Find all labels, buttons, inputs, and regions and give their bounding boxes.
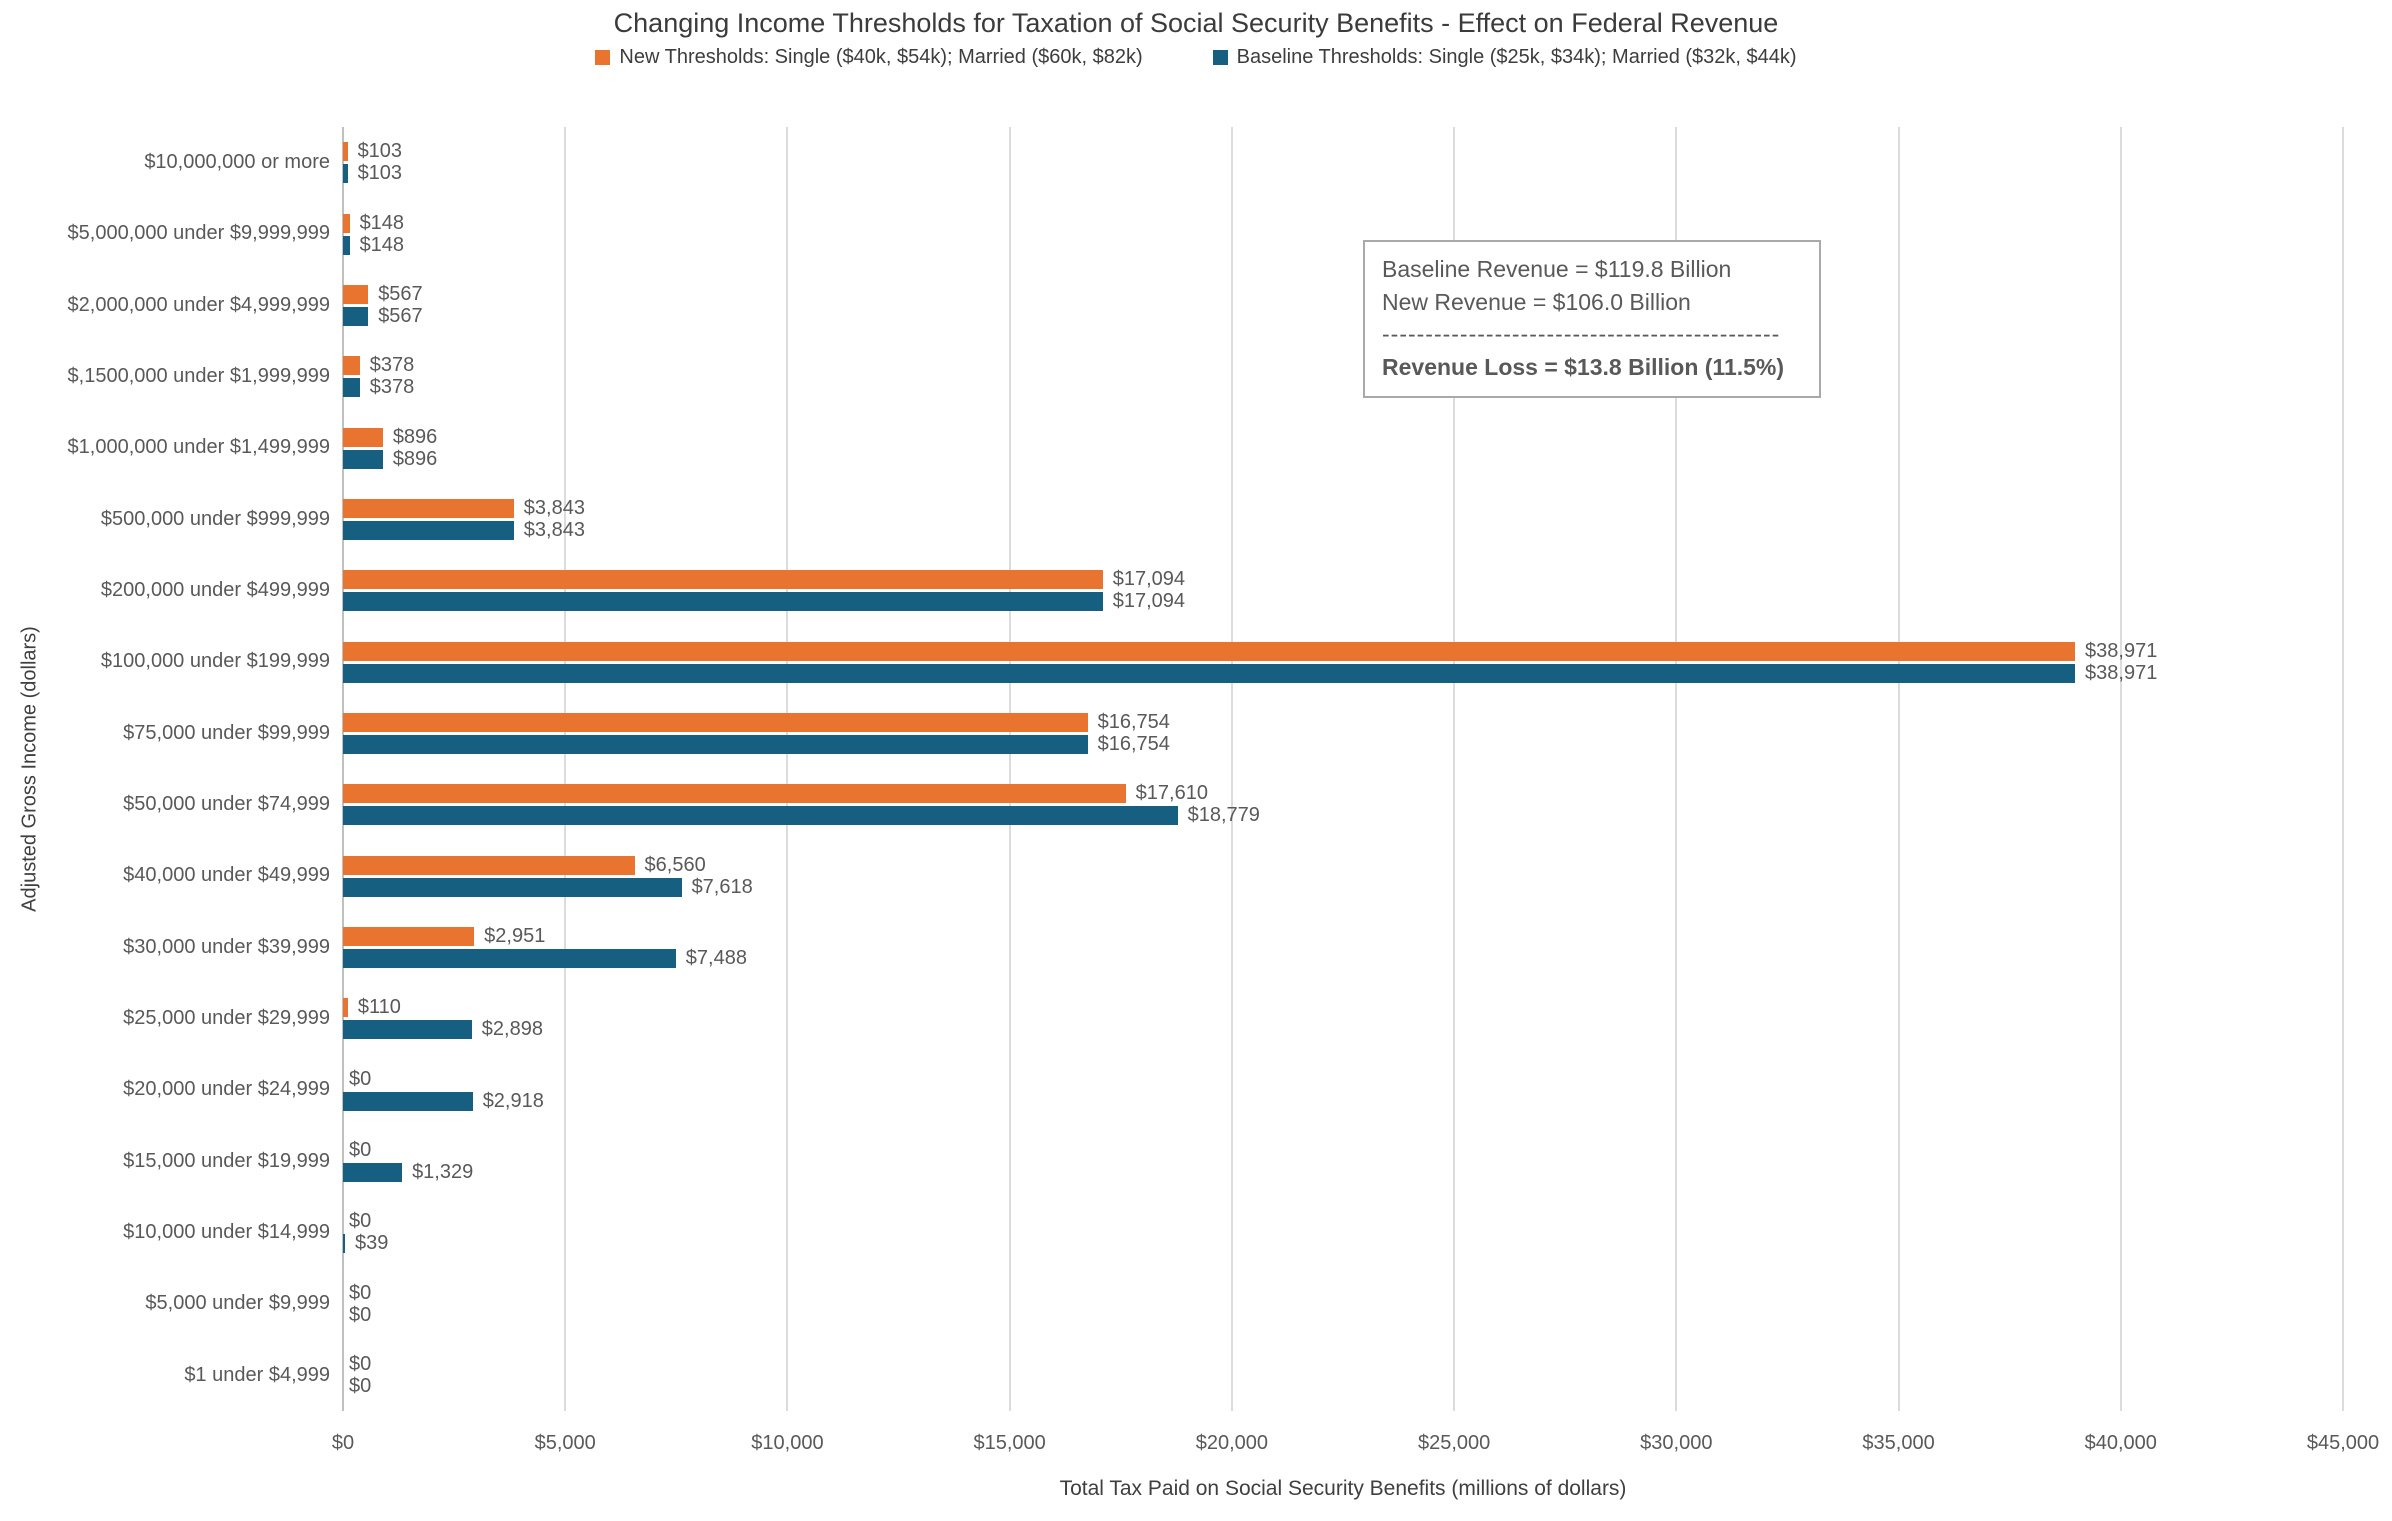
- bar-value-label: $0: [349, 1067, 372, 1090]
- bar-value-label: $148: [359, 233, 405, 256]
- category-label: $500,000 under $999,999: [100, 507, 330, 530]
- legend-swatch-new-icon: [595, 50, 610, 65]
- bar-value-label: $0: [349, 1281, 372, 1304]
- bar-baseline-thresholds: [343, 592, 1103, 611]
- bar-value-label: $2,898: [481, 1018, 543, 1041]
- bar-value-label: $896: [392, 447, 438, 470]
- category-label: $20,000 under $24,999: [123, 1078, 330, 1101]
- bar-value-label: $0: [349, 1374, 372, 1397]
- gridline: [2342, 127, 2344, 1411]
- category-label: $15,000 under $19,999: [123, 1149, 330, 1172]
- x-tick-label: $10,000: [751, 1432, 824, 1454]
- bar-value-label: $0: [349, 1303, 372, 1326]
- category-label: $1,000,000 under $1,499,999: [67, 436, 330, 459]
- plot-area: [343, 127, 2343, 1411]
- category-label: $75,000 under $99,999: [123, 721, 330, 744]
- bar-value-label: $103: [357, 162, 403, 185]
- annotation-new-revenue: New Revenue = $106.0 Billion: [1382, 289, 1691, 315]
- bar-value-label: $1,329: [412, 1160, 474, 1183]
- category-label: $1 under $4,999: [184, 1363, 330, 1386]
- category-label: $25,000 under $29,999: [123, 1007, 330, 1030]
- gridline: [1231, 127, 1233, 1411]
- x-tick-label: $15,000: [973, 1432, 1046, 1454]
- bar-baseline-thresholds: [343, 949, 676, 968]
- bar-value-label: $38,971: [2085, 639, 2158, 662]
- gridline: [786, 127, 788, 1411]
- category-label: $10,000 under $14,999: [123, 1221, 330, 1244]
- category-label: $200,000 under $499,999: [100, 579, 330, 602]
- legend-item-new-thresholds: [595, 46, 1142, 69]
- bar-new-thresholds: [343, 998, 348, 1017]
- legend: [0, 46, 2392, 69]
- bar-baseline-thresholds: [343, 164, 348, 183]
- annotation-divider: ----------------------------------------------: [1382, 321, 1781, 347]
- category-label: $,1500,000 under $1,999,999: [67, 365, 330, 388]
- category-label: $10,000,000 or more: [144, 151, 330, 174]
- bar-baseline-thresholds: [343, 307, 368, 326]
- bar-value-label: $39: [355, 1232, 389, 1255]
- category-label: $100,000 under $199,999: [100, 650, 330, 673]
- x-tick-label: $35,000: [1862, 1432, 1935, 1454]
- bar-value-label: $103: [357, 140, 403, 163]
- annotation-baseline-revenue: Baseline Revenue = $119.8 Billion: [1382, 256, 1732, 282]
- bar-value-label: $896: [392, 425, 438, 448]
- bar-value-label: $2,951: [484, 924, 546, 947]
- bar-value-label: $0: [349, 1210, 372, 1233]
- bar-baseline-thresholds: [343, 521, 514, 540]
- bar-new-thresholds: [343, 214, 350, 233]
- category-label: $5,000 under $9,999: [145, 1292, 330, 1315]
- bar-baseline-thresholds: [343, 1020, 472, 1039]
- gridline: [564, 127, 566, 1411]
- bar-value-label: $0: [349, 1138, 372, 1161]
- bar-baseline-thresholds: [343, 1234, 345, 1253]
- bar-value-label: $2,918: [482, 1089, 544, 1112]
- bar-baseline-thresholds: [343, 664, 2075, 683]
- category-label: $5,000,000 under $9,999,999: [67, 222, 330, 245]
- x-tick-label: $45,000: [2306, 1432, 2380, 1454]
- bar-value-label: $17,094: [1112, 590, 1186, 613]
- x-tick-label: $40,000: [2084, 1432, 2157, 1454]
- bar-baseline-thresholds: [343, 378, 360, 397]
- bar-new-thresholds: [343, 713, 1088, 732]
- bar-new-thresholds: [343, 570, 1103, 589]
- bar-value-label: $3,843: [523, 518, 585, 541]
- bar-new-thresholds: [343, 285, 368, 304]
- legend-label-baseline: Baseline Thresholds: Single ($25k, $34k); Married ($32k, $44k): [1236, 46, 1797, 68]
- gridline: [1898, 127, 1900, 1411]
- bar-baseline-thresholds: [343, 878, 682, 897]
- annotation-revenue-loss: Revenue Loss = $13.8 Billion (11.5%): [1382, 354, 1785, 380]
- category-label: $50,000 under $74,999: [123, 793, 330, 816]
- bar-value-label: $567: [378, 304, 423, 327]
- bar-new-thresholds: [343, 142, 348, 161]
- bar-new-thresholds: [343, 784, 1126, 803]
- bar-value-label: $110: [357, 996, 401, 1019]
- bar-baseline-thresholds: [343, 806, 1178, 825]
- annotation-box: [1363, 240, 1821, 398]
- x-axis-title: Total Tax Paid on Social Security Benefits (millions of dollars): [1059, 1477, 1627, 1500]
- category-label: $30,000 under $39,999: [123, 935, 330, 958]
- bar-value-label: $38,971: [2085, 661, 2158, 684]
- x-tick-label: $25,000: [1417, 1432, 1491, 1454]
- bar-baseline-thresholds: [343, 1092, 473, 1111]
- bar-new-thresholds: [343, 428, 383, 447]
- bar-value-label: $378: [369, 354, 415, 377]
- bar-baseline-thresholds: [343, 735, 1088, 754]
- bar-new-thresholds: [343, 356, 360, 375]
- y-axis-categories: [0, 127, 330, 1411]
- bar-value-label: $7,488: [685, 946, 747, 969]
- bar-baseline-thresholds: [343, 450, 383, 469]
- bar-value-label: $378: [369, 376, 415, 399]
- bar-new-thresholds: [343, 499, 514, 518]
- bar-value-label: $3,843: [523, 496, 585, 519]
- chart-title: Changing Income Thresholds for Taxation of Social Security Benefits - Effect on Federal Revenue: [613, 8, 1779, 38]
- x-axis-ticks: [331, 1432, 2380, 1458]
- gridline: [1009, 127, 1011, 1411]
- category-label: $40,000 under $49,999: [123, 864, 330, 887]
- bar-value-label: $148: [359, 211, 405, 234]
- x-tick-label: $30,000: [1640, 1432, 1713, 1454]
- bar-new-thresholds: [343, 927, 474, 946]
- bar-value-label: $16,754: [1097, 710, 1170, 733]
- x-tick-label: $5,000: [534, 1432, 596, 1454]
- bar-value-label: $17,610: [1135, 782, 1208, 805]
- category-label: $2,000,000 under $4,999,999: [67, 293, 330, 316]
- bar-baseline-thresholds: [343, 1163, 402, 1182]
- y-axis-title: Adjusted Gross Income (dollars): [18, 626, 41, 912]
- bar-value-label: $7,618: [691, 875, 753, 898]
- bar-value-label: $567: [378, 282, 423, 305]
- bar-value-label: $16,754: [1097, 732, 1170, 755]
- x-tick-label: $20,000: [1195, 1432, 1269, 1454]
- legend-swatch-baseline-icon: [1213, 50, 1228, 65]
- bar-new-thresholds: [343, 642, 2075, 661]
- bar-baseline-thresholds: [343, 236, 350, 255]
- gridline: [2120, 127, 2122, 1411]
- bar-value-label: $18,779: [1187, 804, 1260, 827]
- bar-value-label: $6,560: [644, 853, 706, 876]
- bar-new-thresholds: [343, 856, 635, 875]
- bar-value-label: $17,094: [1112, 568, 1186, 591]
- bar-value-label: $0: [349, 1352, 372, 1375]
- legend-item-baseline-thresholds: [1213, 46, 1797, 69]
- legend-label-new: New Thresholds: Single ($40k, $54k); Married ($60k, $82k): [619, 46, 1143, 68]
- x-tick-label: $0: [331, 1432, 355, 1454]
